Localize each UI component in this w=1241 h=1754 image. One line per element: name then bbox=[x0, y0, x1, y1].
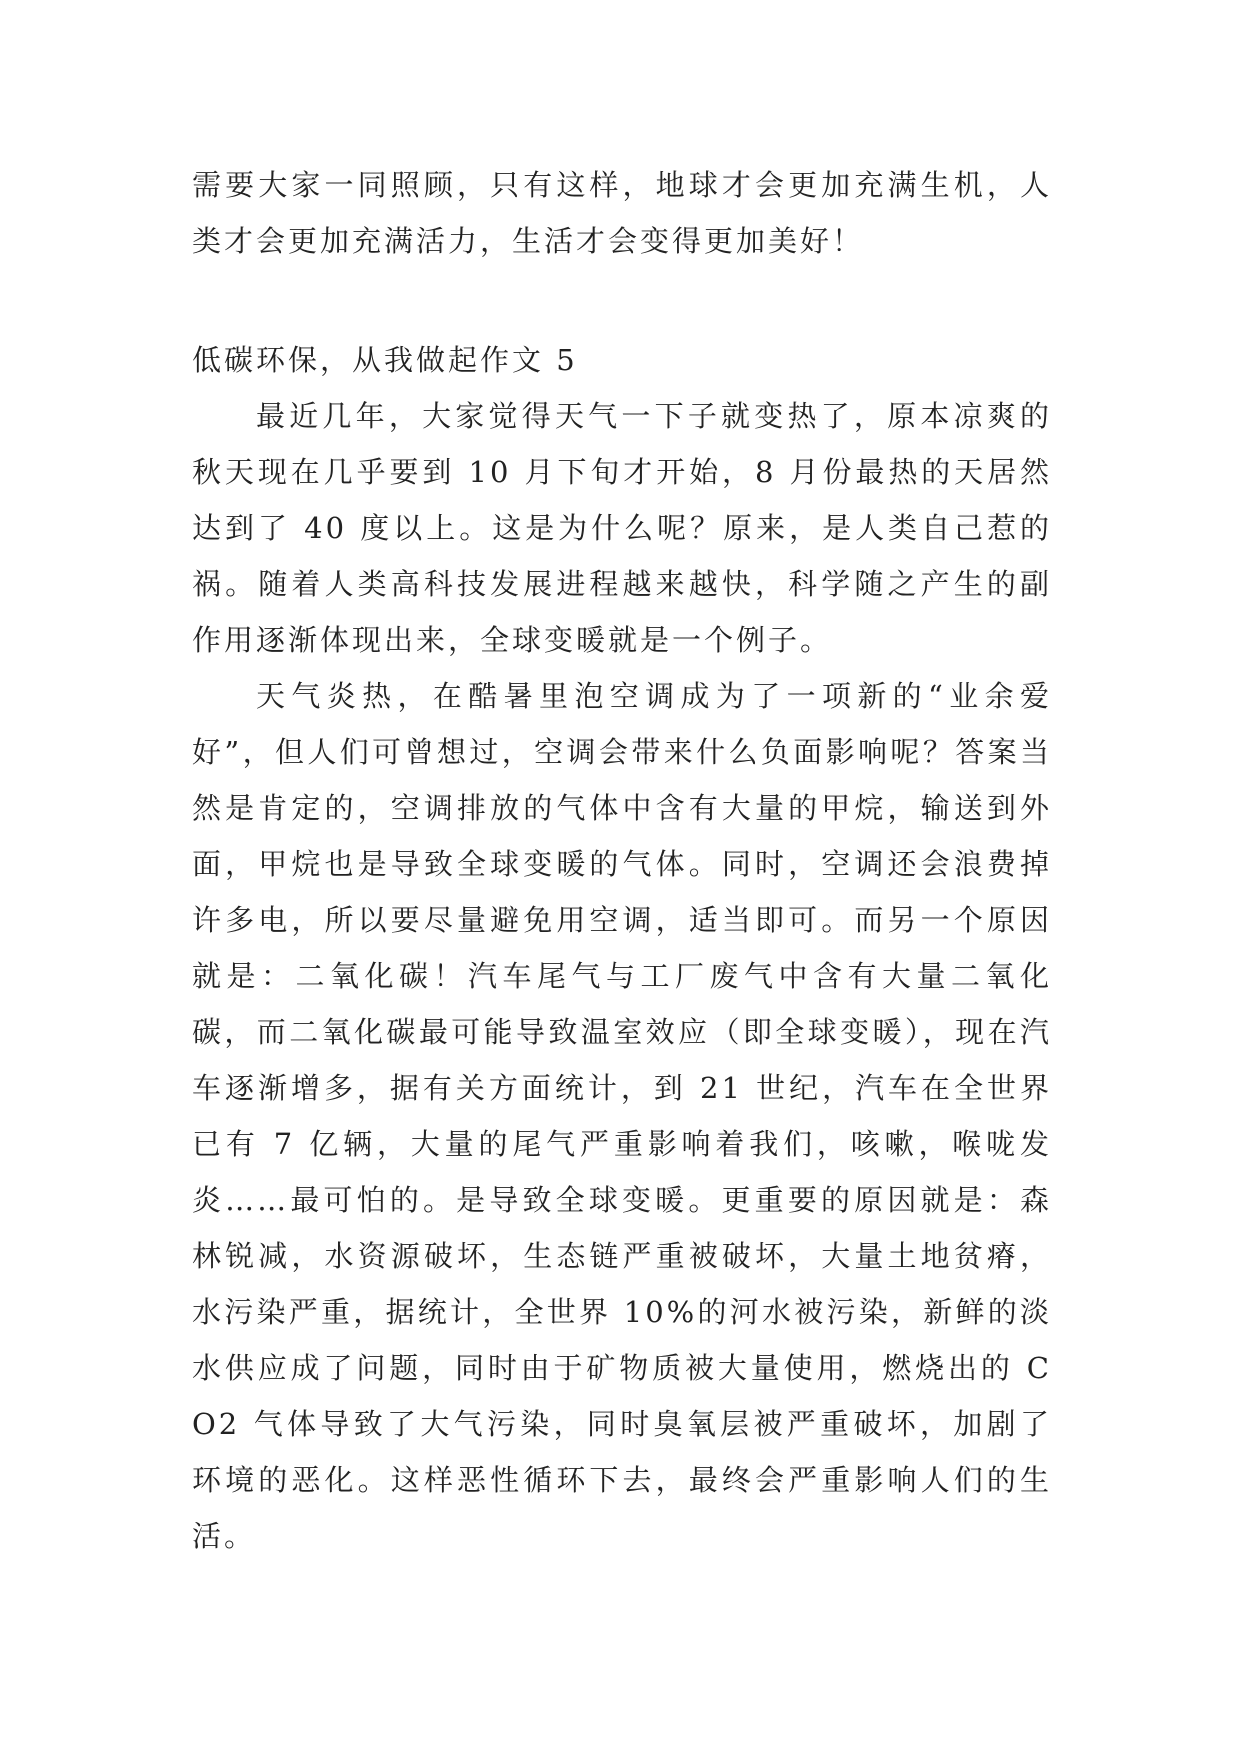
continuation-paragraph: 需要大家一同照顾，只有这样，地球才会更加充满生机，人类才会更加充满活力，生活才会变得更加美好！ bbox=[192, 168, 1052, 258]
body-paragraph-1: 最近几年，大家觉得天气一下子就变热了，原本凉爽的秋天现在几乎要到 10 月下旬才开始，8 月份最热的天居然达到了 40 度以上。这是为什么呢？原来，是人类自己惹的祸。随着人类高科技发展进程越来越快，科学随之产生的副作用逐渐体现出来，全球变暖就是一个例子。 bbox=[192, 399, 1052, 657]
section-heading: 低碳环保，从我做起作文 5 bbox=[192, 343, 578, 377]
body-paragraph-2: 天气炎热，在酷暑里泡空调成为了一项新的“业余爱好”，但人们可曾想过，空调会带来什么负面影响呢？答案当然是肯定的，空调排放的气体中含有大量的甲烷，输送到外面，甲烷也是导致全球变暖的气体。同时，空调还会浪费掉许多电，所以要尽量避免用空调，适当即可。而另一个原因就是：二氧化碳！汽车尾气与工厂废气中含有大量二氧化碳，而二氧化碳最可能导致温室效应（即全球变暖），现在汽车逐渐增多，据有关方面统计，到 21 世纪，汽车在全世界已有 7 亿辆，大量的尾气严重影响着我们，咳嗽，喉咙发炎……最可怕的。是导致全球变暖。更重要的原因就是：森林锐减，水资源破坏，生态链严重被破坏，大量土地贫瘠，水污染严重，据统计，全世界 10%的河水被污染，新鲜的淡水供应成了问题，同时由于矿物质被大量使用，燃烧出的 CO2 气体导致了大气污染，同时臭氧层被严重破坏，加剧了环境的恶化。这样恶性循环下去，最终会严重影响人们的生活。 bbox=[192, 679, 1052, 1553]
